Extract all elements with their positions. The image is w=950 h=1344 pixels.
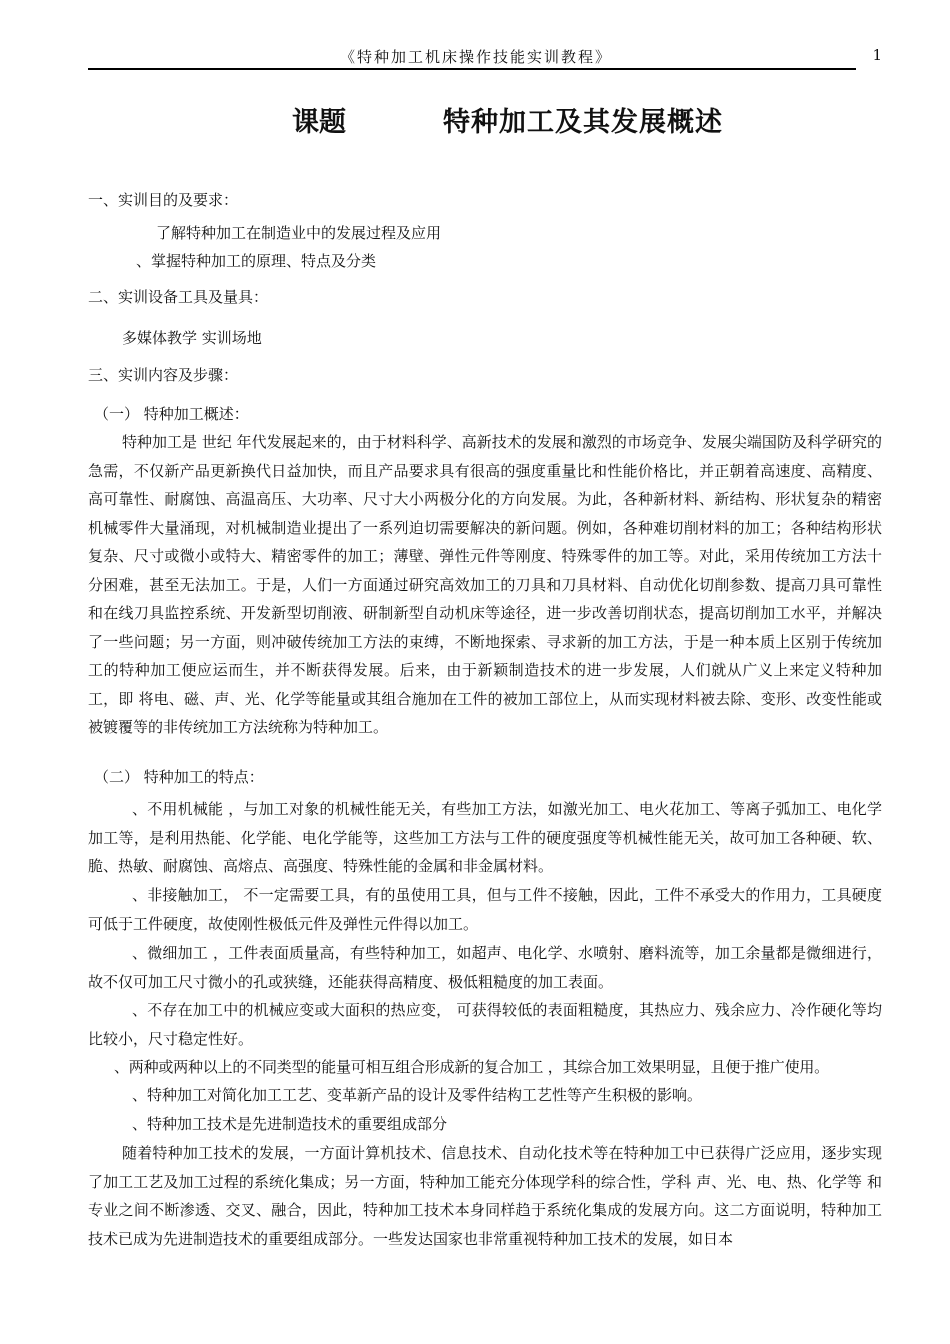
paragraph-development: 随着特种加工技术的发展，一方面计算机技术、信息技术、自动化技术等在特种加工中已获得广泛应用，逐步实现了加工工艺及加工过程的系统化集成；另一方面，特种加工能充分体现学科的综合性，学科 声、光、电、热、化学等 和专业之间不断渗透、交叉、融合，因此，特种加工技术本身同样趋于系统化集成的发展方向。这二方面说明，特种加工技术已成为先进制造技术的重要组成部分。一些发达国家也非常重视特种加工技术的发展，如日本 [88,1144,882,1248]
section-heading-3: 三、实训内容及步骤： [88,366,239,384]
feature-item-1: 、不用机械能 ，与加工对象的机械性能无关，有些加工方法，如激光加工、电火花加工、等离子弧加工、电化学加工等，是利用热能、化学能、电化学能等，这些加工方法与工件的硬度强度等机械性能无关，故可加工各种硬、软、脆、热敏、耐腐蚀、高熔点、高强度、特殊性能的金属和非金属材料。 [88,800,882,875]
title-label: 课题 [292,107,346,138]
page-header [90,46,886,68]
feature-item-3: 、微细加工 ，工件表面质量高，有些特种加工，如超声、电化学、水喷射、磨料流等，加工余量都是微细进行，故不仅可加工尺寸微小的孔或狭缝，还能获得高精度、极低粗糙度的加工表面。 [88,944,882,991]
paragraph-overview: 特种加工是 世纪 年代发展起来的，由于材料科学、高新技术的发展和激烈的市场竞争、发展尖端国防及科学研究的急需，不仅新产品更新换代日益加快，而且产品要求具有很高的强度重量比和性能价格比，并正朝着高速度、高精度、高可靠性、耐腐蚀、高温高压、大功率、尺寸大小两极分化的方向发展。为此，各种新材料、新结构、形状复杂的精密机械零件大量涌现，对机械制造业提出了一系列迫切需要解决的新问题。例如，各种难切削材料的加工；各种结构形状复杂、尺寸或微小或特大、精密零件的加工；薄壁、弹性元件等刚度、特殊零件的加工等。对此，采用传统加工方法十分困难，甚至无法加工。于是，人们一方面通过研究高效加工的刀具和刀具材料、自动优化切削参数、提高刀具可靠性和在线刀具监控系统、开发新型切削液、研制新型自动机床等途径，进一步改善切削状态，提高切削加工水平，并解决了一些问题；另一方面，则冲破传统加工方法的束缚，不断地探索、寻求新的加工方法，于是一种本质上区别于传统加工的特种加工便应运而生，并不断获得发展。后来，由于新颖制造技术的进一步发展，人们就从广义上来定义特种加工，即 将电、磁、声、光、化学等能量或其组合施加在工件的被加工部位上，从而实现材料被去除、变形、改变性能或被镀覆等的非传统加工方法统称为特种加工。 [88,433,882,736]
book-title: 《特种加工机床操作技能实训教程》 [340,48,613,66]
feature-item-2: 、非接触加工， 不一定需要工具，有的虽使用工具，但与工件不接触，因此，工件不承受大的作用力，工具硬度可低于工件硬度，故使刚性极低元件及弹性元件得以加工。 [88,886,882,933]
header-rule [88,68,856,70]
title-text: 特种加工及其发展概述 [443,107,723,138]
subsection-heading-2: （二） 特种加工的特点： [94,768,264,786]
feature-item-6: 、特种加工对简化加工工艺、变革新产品的设计及零件结构工艺性等产生积极的影响。 [132,1086,703,1104]
objective-item-2: 、掌握特种加工的原理、特点及分类 [136,252,377,270]
feature-item-4: 、不存在加工中的机械应变或大面积的热应变， 可获得较低的表面粗糙度，其热应力、残余应力、冷作硬化等均比较小，尺寸稳定性好。 [88,1001,882,1048]
objective-item-1: 了解特种加工在制造业中的发展过程及应用 [156,224,442,242]
section-heading-2: 二、实训设备工具及量具： [88,288,269,306]
page-title [0,100,950,136]
feature-item-7: 、特种加工技术是先进制造技术的重要组成部分 [132,1115,448,1133]
equipment-item-1: 多媒体教学 实训场地 [122,329,262,347]
subsection-heading-1: （一） 特种加工概述： [94,405,249,423]
page-number: 1 [872,46,882,64]
feature-item-5: 、两种或两种以上的不同类型的能量可相互组合形成新的复合加工 ，其综合加工效果明显，且便于推广使用。 [114,1058,829,1076]
section-heading-1: 一、实训目的及要求： [88,191,239,209]
